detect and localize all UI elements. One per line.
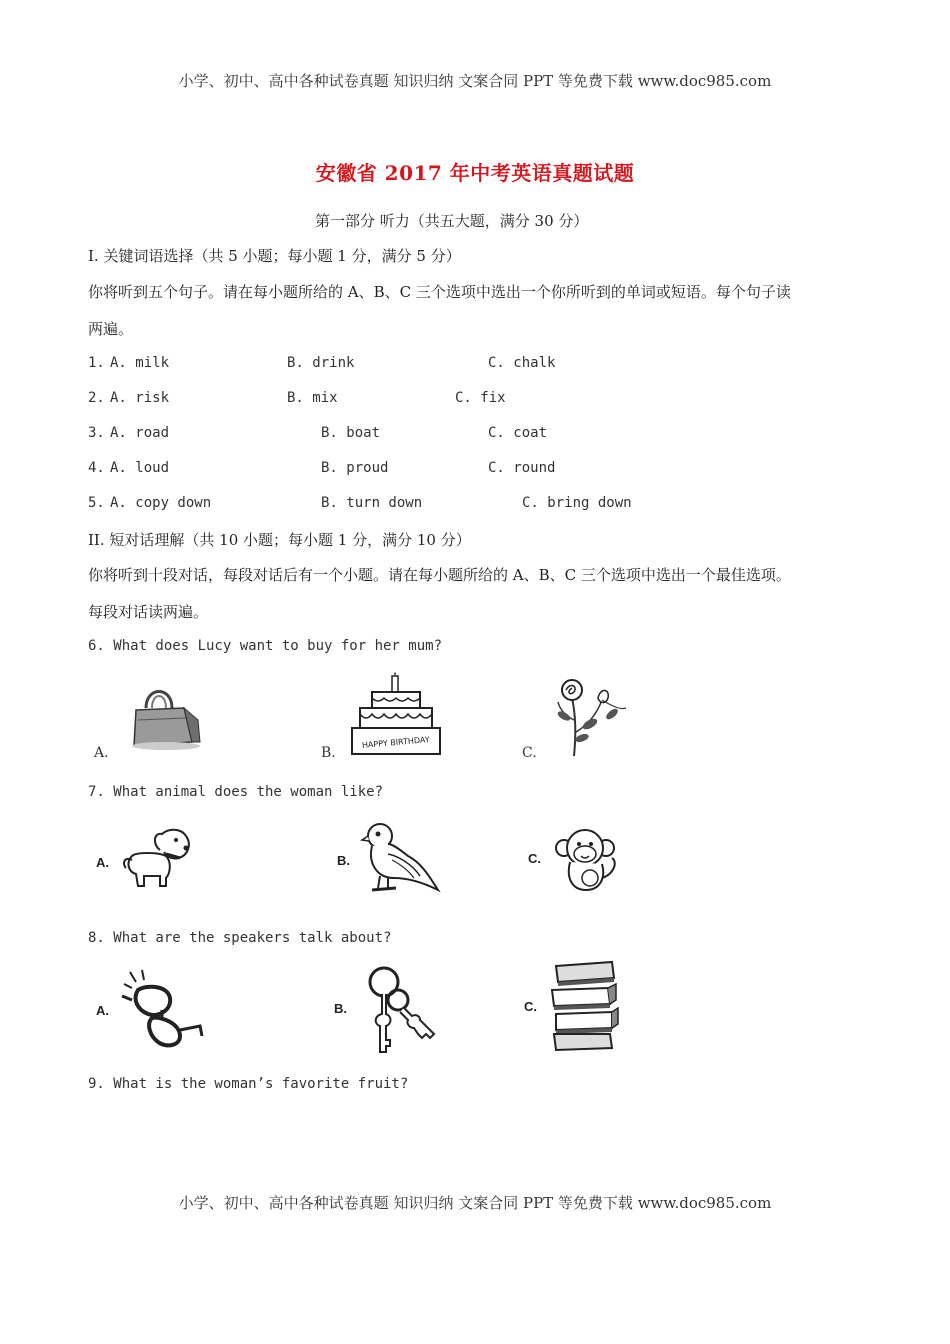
option-a: A. copy down — [110, 495, 212, 511]
question-9-text: 9. What is the woman’s favorite fruit? — [88, 1076, 409, 1092]
birthday-cake-icon — [346, 672, 446, 758]
option-c: C. chalk — [488, 355, 556, 371]
part-heading: 第一部分 听力（共五大题，满分 30 分） — [315, 212, 589, 230]
question-8-text: 8. What are the speakers talk about? — [88, 930, 392, 946]
question-number: 4. — [88, 460, 105, 476]
option-c: C. round — [488, 460, 556, 476]
q6-option-b-label: B. — [321, 745, 336, 761]
q8-option-a-label: A. — [96, 1003, 109, 1018]
q7-option-a-label: A. — [96, 855, 109, 870]
question-number: 3. — [88, 425, 105, 441]
page-title: 安徽省 2017 年中考英语真题试题 — [315, 161, 635, 185]
option-b: B. drink — [287, 355, 355, 371]
option-a: A. milk — [110, 355, 170, 371]
q6-option-c-label: C. — [522, 745, 537, 761]
section-2-instruction: 你将听到十段对话，每段对话后有一个小题。请在每小题所给的 A、B、C 三个选项中选出一个最佳选项。 — [88, 566, 791, 584]
section-1-instruction: 你将听到五个句子。请在每小题所给的 A、B、C 三个选项中选出一个你所听到的单词或短语。每个句子读 — [88, 283, 791, 301]
keys-icon — [354, 964, 440, 1054]
books-icon — [546, 960, 620, 1052]
section-2-heading: II. 短对话理解（共 10 小题；每小题 1 分，满分 10 分） — [88, 531, 471, 549]
glasses-icon — [118, 966, 210, 1050]
question-6-text: 6. What does Lucy want to buy for her mum? — [88, 638, 443, 654]
q6-option-a-label: A. — [94, 745, 109, 761]
option-b: B. proud — [321, 460, 389, 476]
monkey-icon — [552, 822, 622, 896]
section-1-instruction-cont: 两遍。 — [88, 320, 134, 338]
question-number: 2. — [88, 390, 105, 406]
question-number: 5. — [88, 495, 105, 511]
section-2-instruction-cont: 每段对话读两遍。 — [88, 603, 209, 621]
q7-option-c-label: C. — [528, 851, 541, 866]
option-b: B. mix — [287, 390, 338, 406]
option-b: B. boat — [321, 425, 381, 441]
option-a: A. risk — [110, 390, 170, 406]
dog-icon — [118, 822, 198, 890]
q8-option-c-label: C. — [524, 999, 537, 1014]
question-number: 1. — [88, 355, 105, 371]
option-c: C. fix — [455, 390, 506, 406]
section-1-heading: I. 关键词语选择（共 5 小题；每小题 1 分，满分 5 分） — [88, 247, 461, 265]
cake-text: HAPPY BIRTHDAY — [361, 735, 430, 750]
question-7-text: 7. What animal does the woman like? — [88, 784, 384, 800]
option-a: A. road — [110, 425, 170, 441]
option-b: B. turn down — [321, 495, 423, 511]
handbag-icon — [128, 680, 208, 752]
q8-option-b-label: B. — [334, 1001, 347, 1016]
page-footer: 小学、初中、高中各种试卷真题 知识归纳 文案合同 PPT 等免费下载 www.doc985.com — [178, 1194, 772, 1212]
bird-icon — [358, 818, 442, 894]
q7-option-b-label: B. — [337, 853, 350, 868]
page-header: 小学、初中、高中各种试卷真题 知识归纳 文案合同 PPT 等免费下载 www.doc985.com — [178, 72, 772, 90]
option-c: C. coat — [488, 425, 548, 441]
option-a: A. loud — [110, 460, 170, 476]
option-c: C. bring down — [522, 495, 632, 511]
rose-icon — [546, 676, 636, 758]
